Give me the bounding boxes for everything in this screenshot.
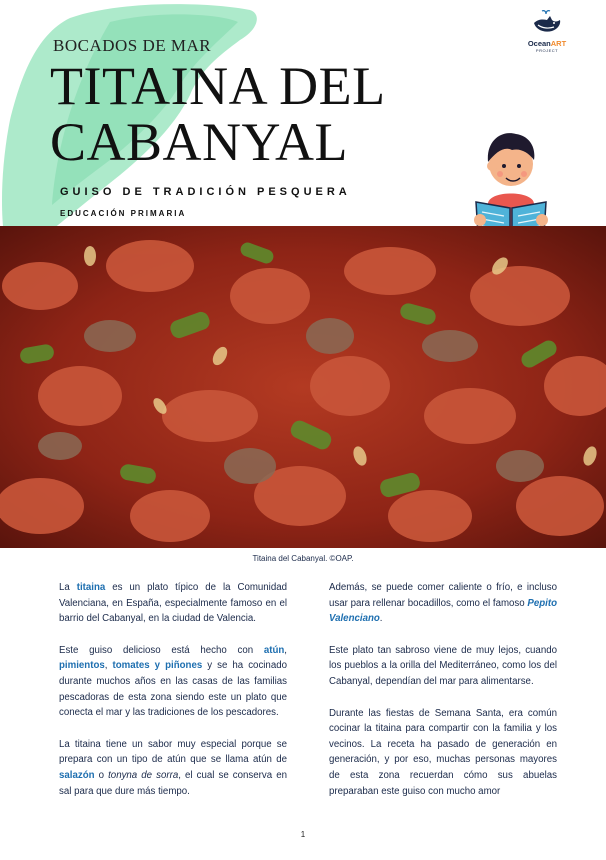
paragraph: Además, se puede comer caliente o frío, e incluso usar para rellenar bocadillos, como el famoso Pepito Valenciano. [329,582,557,625]
text-column-right [329,580,557,815]
photo-caption: Titaina del Cabanyal. ©OAP. [252,554,354,563]
paragraph: Este guiso delicioso está hecho con atún, pimientos, tomates y piñones y se ha cocinado durante muchos años en las casas de las familias pescadoras de esta zona siendo este un plato que conecta el mar y las tradiciones de los pescadores. [59,644,287,719]
logo-wordmark: OceanART [527,39,567,48]
education-level: EDUCACIÓN PRIMARIA [60,209,187,218]
highlight-term: Pepito Valenciano [329,597,557,625]
text-column-left [59,580,287,815]
title-line-2: CABANYAL [50,112,349,172]
title-line-1: TITAINA DEL [50,56,386,116]
page-title [50,58,450,170]
logo-subtitle: PROJECT [535,48,559,53]
whale-icon [530,8,564,36]
highlight-term: pimientos [59,660,105,672]
highlight-term: tomates y piñones [112,660,203,672]
page-number: 1 [300,830,306,839]
paragraph: Este plato tan sabroso viene de muy lejos, cuando los pueblos a la orilla del Mediterráneo, como los del Cabanyal, dependían del mar para alimentarse. [329,644,557,687]
ocean-art-logo [517,8,577,53]
series-kicker: BOCADOS DE MAR [53,36,212,55]
highlight-term: salazón [59,769,95,781]
page-subtitle: GUISO DE TRADICIÓN PESQUERA [60,186,351,198]
italic-term: tonyna de sorra [108,769,179,781]
highlight-term: titaina [76,582,106,593]
paragraph: La titaina tiene un sabor muy especial porque se prepara con un tipo de atún que se llama atún de salazón o tonyna de sorra, el cual se conserva en sal para que dure más tiempo. [59,738,287,797]
highlight-term: atún [263,644,285,656]
paragraph: La titaina es un plato típico de la Comunidad Valenciana, en España, especialmente famoso en el barrio del Cabanyal, en la ciudad de Valencia. [59,582,287,625]
titaina-photo [0,226,606,548]
paragraph: Durante las fiestas de Semana Santa, era común cocinar la titaina para compartir con la familia y los vecinos. La receta ha pasado de generación en generación, y por eso, muchas personas mayores de esta zona recuerdan cómo sus abuelas preparaban este guiso con mucho amor [329,707,557,797]
